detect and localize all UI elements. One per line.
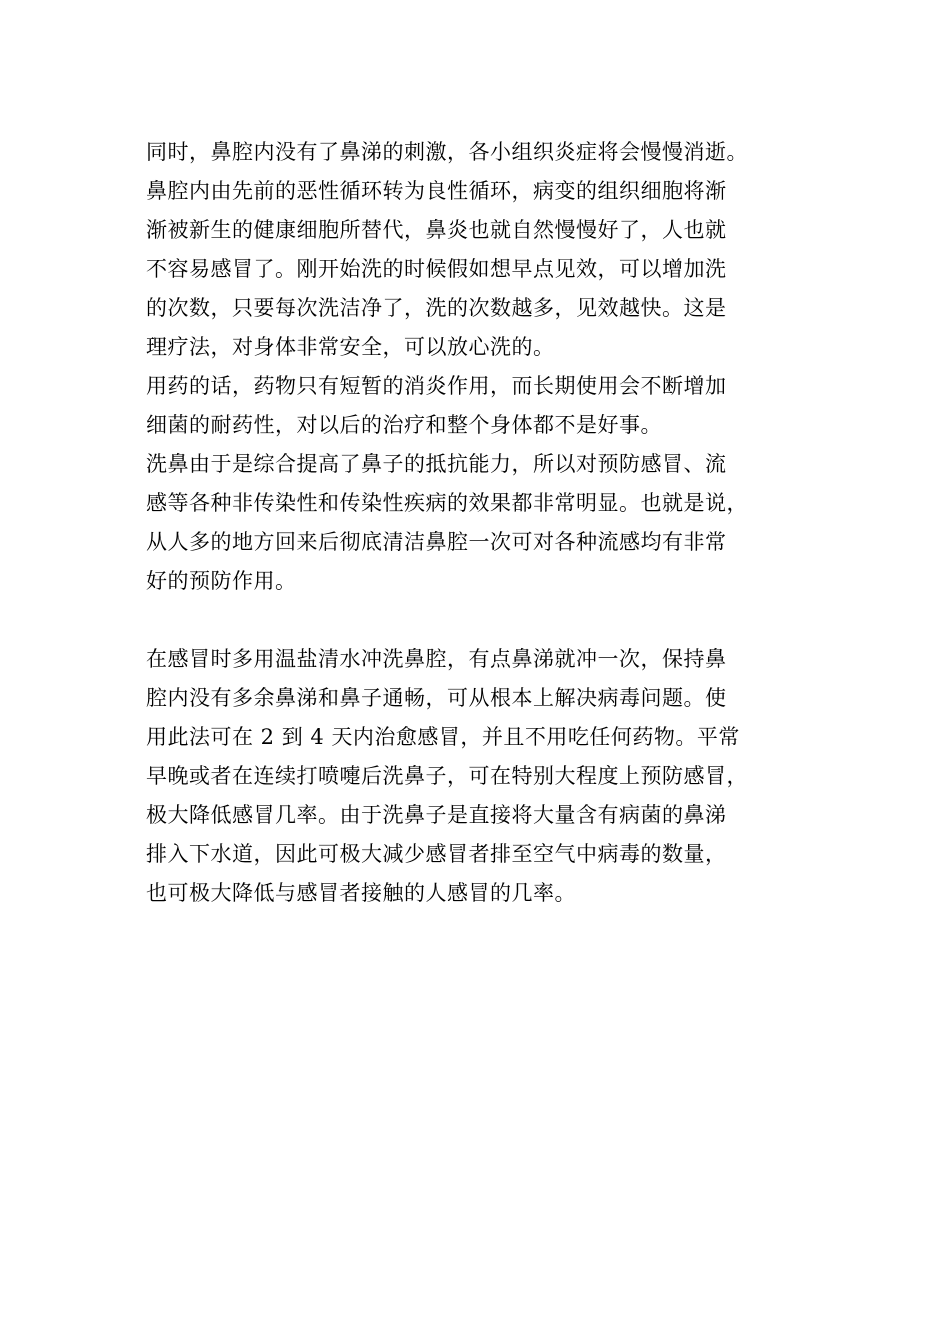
text-line: 不容易感冒了。刚开始洗的时候假如想早点见效，可以增加洗	[146, 257, 727, 281]
document-body	[146, 133, 846, 913]
paragraph-gap	[146, 601, 846, 640]
text-line: 腔内没有多余鼻涕和鼻子通畅，可从根本上解决病毒问题。使	[146, 686, 727, 710]
text-line: 极大降低感冒几率。由于洗鼻子是直接将大量含有病菌的鼻涕	[146, 803, 727, 827]
text-line: 早晚或者在连续打喷嚏后洗鼻子，可在特别大程度上预防感冒，	[146, 764, 748, 788]
text-line: 理疗法，对身体非常安全，可以放心洗的。	[146, 335, 555, 359]
text-line: 排入下水道，因此可极大减少感冒者排至空气中病毒的数量，	[146, 842, 727, 866]
text-line: 也可极大降低与感冒者接触的人感冒的几率。	[146, 881, 576, 905]
text-line: 好的预防作用。	[146, 569, 297, 593]
text-line: 渐被新生的健康细胞所替代，鼻炎也就自然慢慢好了，人也就	[146, 218, 727, 242]
text-line: 洗鼻由于是综合提高了鼻子的抵抗能力，所以对预防感冒、流	[146, 452, 727, 476]
text-line: 同时，鼻腔内没有了鼻涕的刺激，各小组织炎症将会慢慢消逝。	[146, 140, 748, 164]
text-line: 的次数，只要每次洗洁净了，洗的次数越多，见效越快。这是	[146, 296, 727, 320]
text-line: 感等各种非传染性和传染性疾病的效果都非常明显。也就是说，	[146, 491, 748, 515]
text-line: 在感冒时多用温盐清水冲洗鼻腔，有点鼻涕就冲一次，保持鼻	[146, 647, 727, 671]
text-line: 用药的话，药物只有短暂的消炎作用，而长期使用会不断增加	[146, 374, 727, 398]
text-line: 从人多的地方回来后彻底清洁鼻腔一次可对各种流感均有非常	[146, 530, 727, 554]
text-line: 用此法可在 2 到 4 天内治愈感冒，并且不用吃任何药物。平常	[146, 725, 740, 749]
text-line: 鼻腔内由先前的恶性循环转为良性循环，病变的组织细胞将渐	[146, 179, 727, 203]
text-line: 细菌的耐药性，对以后的治疗和整个身体都不是好事。	[146, 413, 662, 437]
